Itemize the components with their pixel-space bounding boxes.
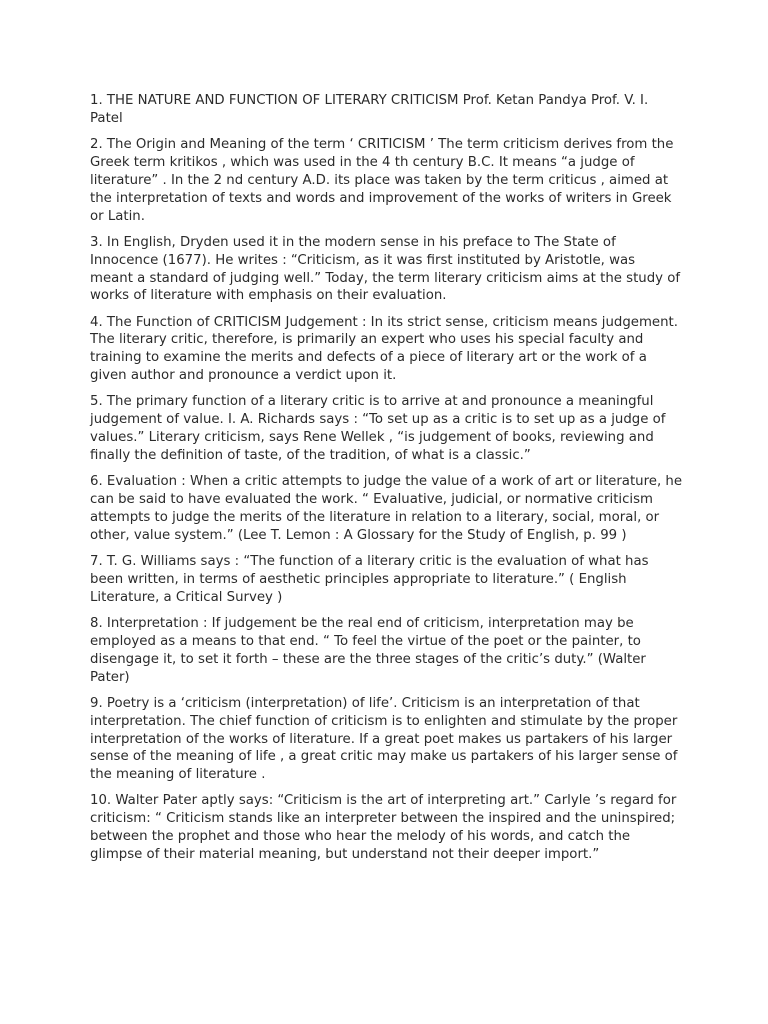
paragraph-2: 2. The Origin and Meaning of the term ‘ CRITICISM ’ The term criticism derives from the Greek term kritikos , which was used in the 4 th century B.C. It means “a judge of literature” . In the 2 nd century A.D. its place was taken by the term criticus , aimed at the interpretation of texts and words and improvement of the works of writers in Greek or Latin. (90, 137, 674, 224)
paragraph-1: 1. THE NATURE AND FUNCTION OF LITERARY CRITICISM Prof. Ketan Pandya Prof. V. I. Patel (90, 93, 649, 126)
paragraph-4: 4. The Function of CRITICISM Judgement : In its strict sense, criticism means judgement. The literary critic, therefore, is primarily an expert who uses his special faculty and training to examine the merits and defects of a piece of literary art or the work of a given author and pronounce a verdict upon it. (90, 314, 678, 384)
paragraph-3: 3. In English, Dryden used it in the modern sense in his preface to The State of Innocence (1677). He writes : “Criticism, as it was first instituted by Aristotle, was meant a standard of judging well.” Today, the term literary criticism aims at the study of works of literature with emphasis on their evaluation. (90, 234, 681, 304)
paragraph-6: 6. Evaluation : When a critic attempts to judge the value of a work of art or literature, he can be said to have evaluated the work. “ Evaluative, judicial, or normative criticism attempts to judge the merits of the literature in relation to a literary, social, moral, or other, value system.” (Lee T. Lemon : A Glossary for the Study of English, p. 99 ) (90, 474, 683, 543)
document-body (90, 92, 682, 872)
paragraph-8: 8. Interpretation : If judgement be the real end of criticism, interpretation may be employed as a means to that end. “ To feel the virtue of the poet or the painter, to disengage it, to set it forth – these are the three stages of the critic’s duty.” (Walter Pater) (90, 615, 646, 685)
paragraph-10: 10. Walter Pater aptly says: “Criticism is the art of interpreting art.” Carlyle ’s regard for criticism: “ Criticism stands like an interpreter between the inspired and the uninspired; between the prophet and those who hear the melody of his words, and catch the glimpse of their material meaning, but understand not their deeper import.” (90, 793, 677, 863)
paragraph-7: 7. T. G. Williams says : “The function of a literary critic is the evaluation of what has been written, in terms of aesthetic principles appropriate to literature.” ( English Literature, a Critical Survey ) (90, 553, 649, 605)
paragraph-5: 5. The primary function of a literary critic is to arrive at and pronounce a meaningful judgement of value. I. A. Richards says : “To set up as a critic is to set up as a judge of values.” Literary criticism, says Rene Wellek , “is judgement of books, reviewing and finally the definition of taste, of the tradition, of what is a classic.” (90, 394, 666, 464)
paragraph-9: 9. Poetry is a ‘criticism (interpretation) of life’. Criticism is an interpretation of that interpretation. The chief function of criticism is to enlighten and stimulate by the proper interpretation of the works of literature. If a great poet makes us partakers of his larger sense of the meaning of life , a great critic may make us partakers of his larger sense of the meaning of literature . (90, 695, 678, 783)
